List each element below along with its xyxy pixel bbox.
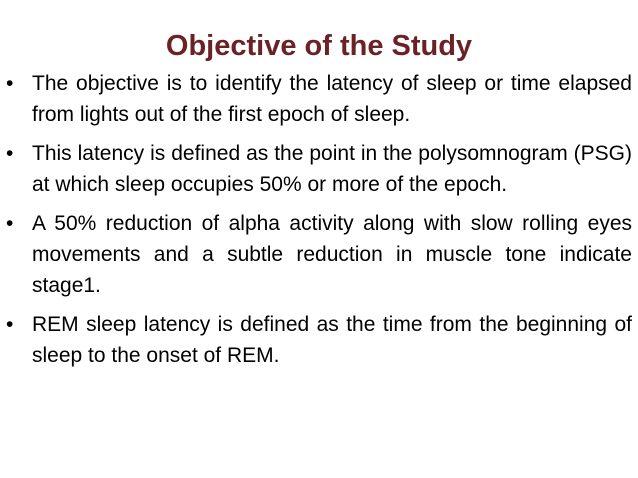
- bullet-text: REM sleep latency is defined as the time from the beginning of sleep to the onset of REM.: [32, 313, 632, 367]
- bullet-list: [6, 68, 632, 379]
- bullet-text: A 50% reduction of alpha activity along with slow rolling eyes movements and a subtle reduction in muscle tone indicate stage1.: [32, 212, 632, 297]
- bullet-dot-icon: •: [6, 313, 14, 336]
- bullet-text: This latency is defined as the point in the polysomnogram (PSG) at which sleep occupies 50% or more of the epoch.: [32, 142, 632, 196]
- bullet-dot-icon: •: [6, 72, 14, 95]
- bullet-item: [6, 138, 632, 200]
- bullet-dot-icon: •: [6, 212, 14, 235]
- bullet-item: [6, 208, 632, 301]
- bullet-text: The objective is to identify the latency of sleep or time elapsed from lights out of the first epoch of sleep.: [32, 72, 632, 126]
- bullet-item: [6, 309, 632, 371]
- slide-title: Objective of the Study: [165, 30, 473, 62]
- bullet-item: [6, 68, 632, 130]
- bullet-dot-icon: •: [6, 142, 14, 165]
